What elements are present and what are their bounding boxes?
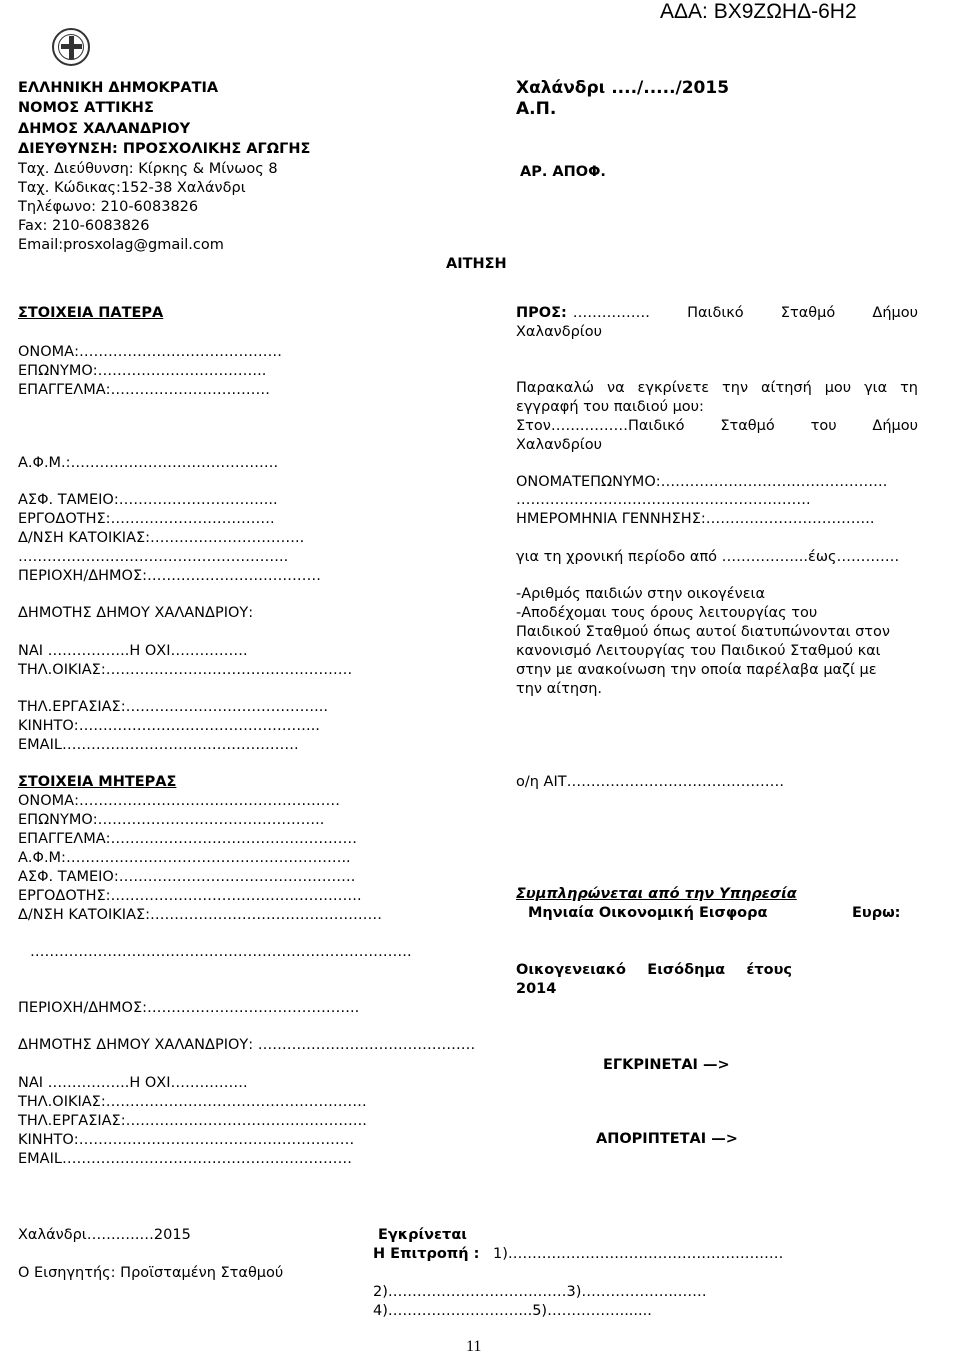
header-postcode: Ταχ. Κώδικας:152-38 Χαλάνδρι bbox=[18, 180, 246, 196]
father-address-cont: ……………………………………………….. bbox=[18, 549, 289, 565]
header-fax: Fax: 210-6083826 bbox=[18, 218, 150, 234]
condition-line: -Αποδέχομαι τους όρους λειτουργίας του bbox=[516, 605, 818, 621]
father-work-phone: ΤΗΛ.ΕΡΓΑΣΙΑΣ:…………………………………... bbox=[18, 699, 328, 715]
father-address-field: Δ/ΝΣΗ ΚΑΤΟΙΚΙΑΣ:………………………….. bbox=[18, 530, 305, 546]
footer-rapporteur: Ο Εισηγητής: Προϊσταμένη Σταθμού bbox=[18, 1265, 284, 1281]
father-afm-field: Α.Φ.Μ.:……………………………………. bbox=[18, 455, 279, 471]
request-paragraph-line1: Παρακαλώ να εγκρίνετε την αίτησή μου για τη bbox=[516, 380, 918, 396]
father-employer-field: ΕΡΓΟΔΟΤΗΣ:……………………………. bbox=[18, 511, 275, 527]
header-phone: Τηλέφωνο: 210-6083826 bbox=[18, 199, 199, 215]
page-number: 11 bbox=[466, 1338, 482, 1355]
header-line: ΔΗΜΟΣ ΧΑΛΑΝΔΡΙΟΥ bbox=[18, 121, 191, 137]
mother-profession-field: ΕΠΑΓΓΕΛΜΑ:…………………………………………… bbox=[18, 831, 358, 847]
mother-employer-field: ΕΡΓΟΔΟΤΗΣ:……………………………………………. bbox=[18, 888, 362, 904]
committee-signature-1: 1)………………………………………………… bbox=[493, 1246, 784, 1262]
monthly-fee-label: Μηνιαία Οικονομική Εισφορα bbox=[528, 905, 768, 921]
mother-area-field: ΠΕΡΙΟΧΗ/ΔΗΜΟΣ:…………………………………….. bbox=[18, 1000, 360, 1016]
mother-resident-label: ΔΗΜΟΤΗΣ ΔΗΜΟΥ ΧΑΛΑΝΔΡΙΟΥ: ……………………………………… bbox=[18, 1037, 476, 1053]
applicant-signature: ο/η ΑΙΤ……………………………………… bbox=[516, 774, 785, 790]
mother-name-field: ΟΝΟΜΑ:……………………………………………… bbox=[18, 793, 340, 809]
father-insurance-field: ΑΣΦ. ΤΑΜΕΙΟ:…………………………... bbox=[18, 492, 278, 508]
income-label: Οικογενειακό Εισόδημα έτους bbox=[516, 962, 792, 978]
mother-yes-no: ΝΑΙ ……………..Η ΟΧΙ……………. bbox=[18, 1075, 248, 1091]
rejected-label: ΑΠΟΡΙΠΤΕΤΑΙ —> bbox=[596, 1131, 738, 1147]
mother-home-phone: ΤΗΛ.ΟΙΚΙΑΣ:……………………………………………… bbox=[18, 1094, 367, 1110]
condition-line: -Αριθμός παιδιών στην οικογένεια bbox=[516, 586, 766, 602]
father-name-field: ΟΝΟΜΑ:…………………………………… bbox=[18, 344, 282, 360]
mother-heading: ΣΤΟΙΧΕΙΑ ΜΗΤΕΡΑΣ bbox=[18, 774, 177, 790]
mother-work-phone: ΤΗΛ.ΕΡΓΑΣΙΑΣ:………………………………………….. bbox=[18, 1113, 367, 1129]
father-resident-label: ΔΗΜΟΤΗΣ ΔΗΜΟΥ ΧΑΛΑΝΔΡΙΟΥ: bbox=[18, 605, 254, 621]
service-heading: Συμπληρώνεται από την Υπηρεσία bbox=[516, 886, 797, 902]
document-title: ΑΙΤΗΣΗ bbox=[446, 256, 507, 272]
request-paragraph-line3: Στον…….………Παιδικό Σταθμό του Δήμου bbox=[516, 418, 918, 434]
request-paragraph-line2: εγγραφή του παιδιού μου: bbox=[516, 399, 704, 415]
condition-line: στην με ανακοίνωση την οποία παρέλαβα μαζί με bbox=[516, 662, 877, 678]
father-area-field: ΠΕΡΙΟΧΗ/ΔΗΜΟΣ:……………………………… bbox=[18, 568, 322, 584]
income-year: 2014 bbox=[516, 981, 557, 997]
mother-afm-field: Α.Φ.Μ:………………………………………………….. bbox=[18, 850, 351, 866]
footer-place-date: Χαλάνδρι…….….…2015 bbox=[18, 1227, 191, 1243]
euro-label: Ευρω: bbox=[852, 905, 901, 921]
request-to-municipality: Χαλανδρίου bbox=[516, 324, 602, 340]
header-email: Email:prosxolag@gmail.com bbox=[18, 237, 224, 253]
father-yes-no: ΝΑΙ ……………..Η ΟΧΙ……………. bbox=[18, 643, 248, 659]
condition-line: Παιδικού Σταθμού όπως αυτοί διατυπώνονται στον bbox=[516, 624, 890, 640]
father-heading: ΣΤΟΙΧΕΙΑ ΠΑΤΕΡΑ bbox=[18, 305, 164, 321]
father-email: EMAIL…………………………………………. bbox=[18, 737, 299, 753]
mother-surname-field: ΕΠΩΝΥΜΟ:……………………………………….. bbox=[18, 812, 325, 828]
footer-committee: Η Επιτροπή : bbox=[373, 1246, 480, 1262]
child-fullname-field: ΟΝΟΜΑΤΕΠΩΝΥΜΟ:……………………….………………. bbox=[516, 474, 888, 490]
mother-address-cont: ……………………………………………………………………. bbox=[30, 944, 412, 960]
request-to-label: ΠΡΟΣ: bbox=[516, 305, 567, 321]
child-birthdate-field: ΗΜΕΡΟΜΗΝΙΑ ΓΕΝΝΗΣΗΣ:…………………………….. bbox=[516, 511, 875, 527]
mother-mobile: ΚΙΝΗΤΟ:………………………………………………… bbox=[18, 1132, 355, 1148]
father-surname-field: ΕΠΩΝΥΜΟ:…………………………….. bbox=[18, 363, 267, 379]
condition-line: κανονισμό Λειτουργίας του Παιδικού Σταθμού και bbox=[516, 643, 881, 659]
mother-address-field: Δ/ΝΣΗ ΚΑΤΟΙΚΙΑΣ:………………………………………… bbox=[18, 907, 383, 923]
request-to bbox=[516, 304, 918, 323]
committee-signature-4-5: 4)………………………...5)……………....... bbox=[373, 1303, 652, 1319]
committee-signature-2-3: 2)………………………….……3)………………..…… bbox=[373, 1284, 707, 1300]
father-mobile: ΚΙΝΗΤΟ:………………………………………….. bbox=[18, 718, 320, 734]
condition-line: την αίτηση. bbox=[516, 681, 603, 697]
header-ar-apof: ΑΡ. ΑΠΟΦ. bbox=[520, 164, 606, 180]
approved-label: ΕΓΚΡΙΝΕΤΑΙ —> bbox=[603, 1057, 730, 1073]
request-paragraph-line4: Χαλανδρίου bbox=[516, 437, 602, 453]
header-line: ΝΟΜΟΣ ΑΤΤΙΚΗΣ bbox=[18, 100, 154, 116]
child-fullname-cont: ……………………………………………………. bbox=[516, 492, 811, 508]
header-ap: Α.Π. bbox=[516, 99, 557, 119]
greek-emblem-icon bbox=[52, 28, 90, 66]
header-date: Χαλάνδρι ..../...../2015 bbox=[516, 78, 730, 98]
header-line: ΔΙΕΥΘΥΝΣΗ: ΠΡΟΣΧΟΛΙΚΗΣ ΑΓΩΓΗΣ bbox=[18, 141, 311, 157]
period-field: για τη χρονική περίοδο από ……………...έως…………. bbox=[516, 549, 900, 565]
ada-code: ΑΔΑ: ΒΧ9ΖΩΗΔ-6Η2 bbox=[660, 0, 857, 23]
header-line: ΕΛΛΗΝΙΚΗ ΔΗΜΟΚΡΑΤΙΑ bbox=[18, 80, 219, 96]
footer-approved: Εγκρίνεται bbox=[378, 1227, 467, 1243]
father-home-phone: ΤΗΛ.ΟΙΚΙΑΣ:…………………………………………… bbox=[18, 662, 353, 678]
mother-email: EMAIL…………………………………………………… bbox=[18, 1151, 352, 1167]
mother-insurance-field: ΑΣΦ. ΤΑΜΕΙΟ:…………………………………………. bbox=[18, 869, 356, 885]
header-address: Ταχ. Διεύθυνση: Κίρκης & Μίνωος 8 bbox=[18, 161, 278, 177]
request-to-nursery: ……………. Παιδικό Σταθμό Δήμου bbox=[572, 305, 918, 321]
father-profession-field: ΕΠΑΓΓΕΛΜΑ:…………………………… bbox=[18, 382, 271, 398]
